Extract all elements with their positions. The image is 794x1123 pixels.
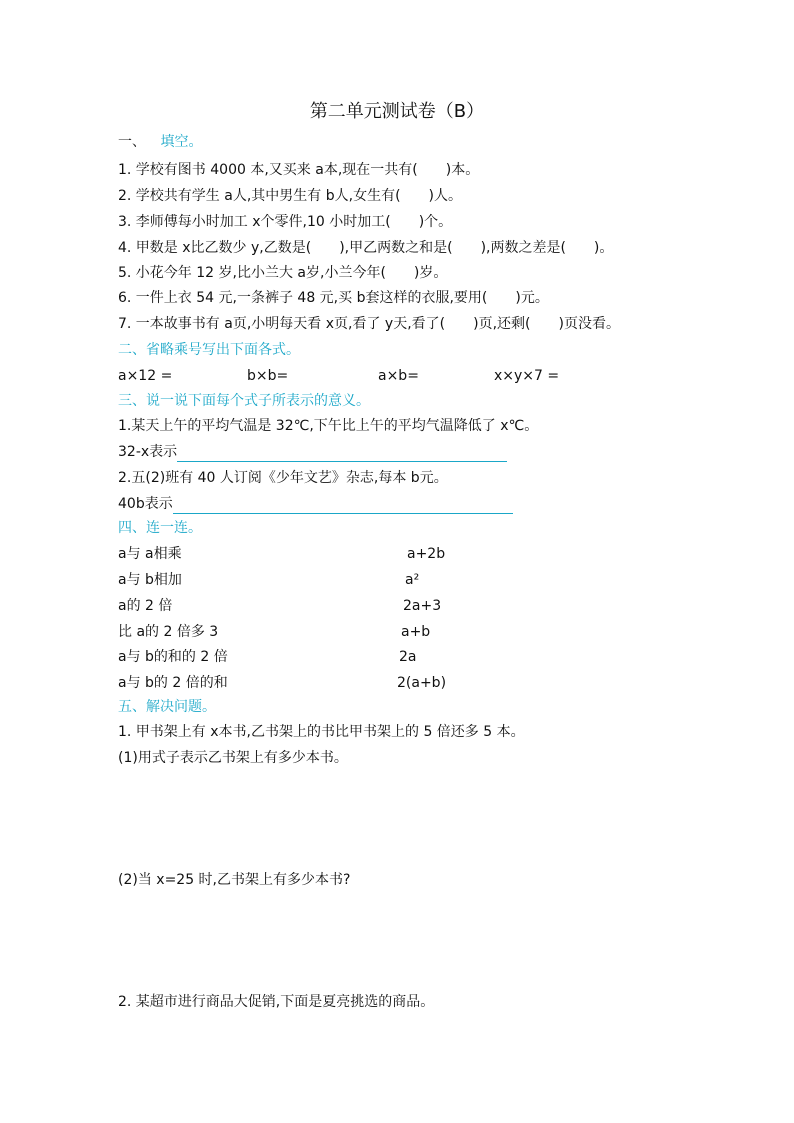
fill-question-5: 5. 小花今年 12 岁,比小兰大 a岁,小兰今年( )岁。 (118, 265, 448, 281)
expression-item: a×12 = (118, 368, 173, 384)
answer-blank[interactable] (173, 497, 513, 514)
meaning-expression-2 (118, 494, 513, 514)
section-1-title: 填空。 (160, 134, 203, 150)
fill-question-2: 2. 学校共有学生 a人,其中男生有 b人,女生有( )人。 (118, 188, 462, 204)
section-1-prefix: 一、 (118, 134, 146, 150)
fill-question-6: 6. 一件上衣 54 元,一条裤子 48 元,买 b套这样的衣服,要用( )元。 (118, 290, 549, 306)
expression-item: a×b= (378, 368, 419, 384)
section-1-heading (118, 132, 202, 152)
match-left-item[interactable]: a与 b的和的 2 倍 (118, 649, 228, 665)
fill-question-1: 1. 学校有图书 4000 本,又买来 a本,现在一共有( )本。 (118, 162, 480, 178)
match-left-item[interactable]: a与 b相加 (118, 572, 182, 588)
section-2-heading: 二、省略乘号写出下面各式。 (118, 342, 300, 358)
match-left-item[interactable]: a的 2 倍 (118, 598, 173, 614)
expression-item: b×b= (247, 368, 289, 384)
match-right-item[interactable]: a² (405, 572, 420, 588)
section-4-heading: 四、连一连。 (118, 520, 202, 536)
match-left-item[interactable]: a与 b的 2 倍的和 (118, 675, 228, 691)
page-title: 第二单元测试卷（B） (309, 101, 485, 122)
section-5-title: 五、解决问题。 (118, 699, 216, 715)
match-right-item[interactable]: 2a+3 (403, 598, 442, 614)
meaning-expression-1 (118, 442, 507, 462)
match-right-item[interactable]: 2a (399, 649, 417, 665)
fill-question-7: 7. 一本故事书有 a页,小明每天看 x页,看了 y天,看了( )页,还剩( )页没看。 (118, 316, 620, 332)
match-right-item[interactable]: a+2b (407, 546, 446, 562)
expression-label: 40b表示 (118, 496, 173, 512)
match-right-item[interactable]: 2(a+b) (397, 675, 447, 691)
match-left-item[interactable]: a与 a相乘 (118, 546, 182, 562)
match-right-item[interactable]: a+b (401, 624, 431, 640)
problem-1-part-1: (1)用式子表示乙书架上有多少本书。 (118, 750, 348, 766)
expression-item: x×y×7 = (494, 368, 560, 384)
answer-blank[interactable] (177, 445, 507, 462)
problem-2: 2. 某超市进行商品大促销,下面是夏亮挑选的商品。 (118, 994, 435, 1010)
problem-1: 1. 甲书架上有 x本书,乙书架上的书比甲书架上的 5 倍还多 5 本。 (118, 724, 525, 740)
problem-1-part-2: (2)当 x=25 时,乙书架上有多少本书? (118, 872, 351, 888)
meaning-question-2: 2.五(2)班有 40 人订阅《少年文艺》杂志,每本 b元。 (118, 470, 448, 486)
fill-question-3: 3. 李师傅每小时加工 x个零件,10 小时加工( )个。 (118, 214, 453, 230)
expression-label: 32-x表示 (118, 444, 178, 460)
fill-question-4: 4. 甲数是 x比乙数少 y,乙数是( ),甲乙两数之和是( ),两数之差是( )。 (118, 240, 614, 256)
match-left-item[interactable]: 比 a的 2 倍多 3 (118, 624, 219, 640)
section-3-heading: 三、说一说下面每个式子所表示的意义。 (118, 393, 370, 409)
section-5-heading (118, 697, 216, 717)
meaning-question-1: 1.某天上午的平均气温是 32℃,下午比上午的平均气温降低了 x℃。 (118, 418, 539, 434)
